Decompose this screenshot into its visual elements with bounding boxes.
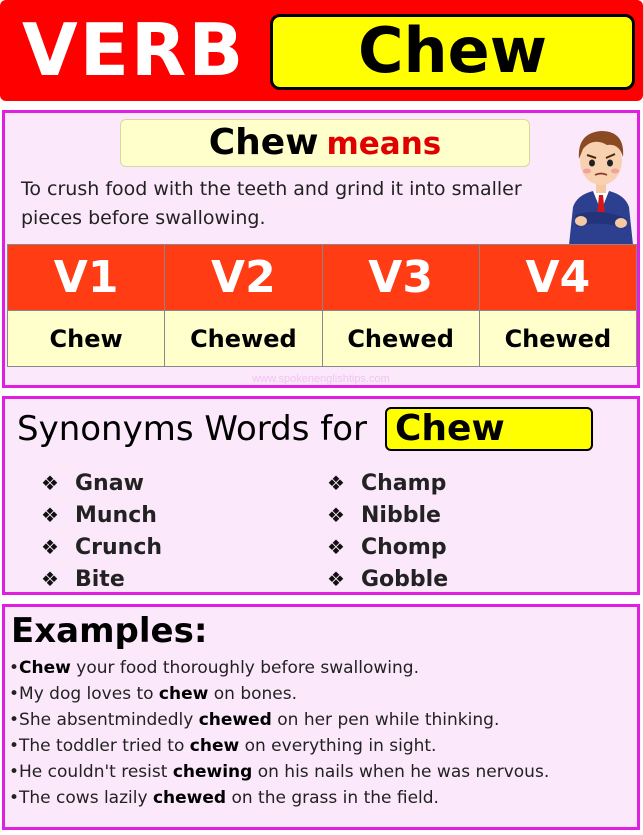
list-item: ❖ Gnaw bbox=[41, 467, 162, 499]
diamond-bullet-icon: ❖ bbox=[41, 567, 59, 591]
synonyms-word: Chew bbox=[385, 407, 593, 451]
synonyms-list-left bbox=[41, 467, 162, 595]
definition-text: To crush food with the teeth and grind it into smaller pieces before swallowing. bbox=[21, 178, 522, 229]
form-value-v4: Chewed bbox=[479, 311, 636, 367]
example-item: •She absentmindedly chewed on her pen while thinking. bbox=[9, 710, 500, 730]
meaning-section bbox=[2, 110, 640, 388]
example-item: •Chew your food thoroughly before swallowing. bbox=[9, 658, 419, 678]
means-word: Chew bbox=[208, 122, 319, 163]
header-banner bbox=[0, 0, 643, 101]
diamond-bullet-icon: ❖ bbox=[327, 471, 345, 495]
diamond-bullet-icon: ❖ bbox=[41, 503, 59, 527]
verb-forms-table bbox=[7, 244, 637, 367]
examples-section bbox=[2, 604, 640, 830]
diamond-bullet-icon: ❖ bbox=[327, 567, 345, 591]
list-item: ❖ Champ bbox=[327, 467, 448, 499]
diamond-bullet-icon: ❖ bbox=[41, 535, 59, 559]
means-suffix: means bbox=[326, 126, 442, 162]
example-item: •He couldn't resist chewing on his nails when he was nervous. bbox=[9, 762, 550, 782]
example-item: •My dog loves to chew on bones. bbox=[9, 684, 298, 704]
means-box bbox=[120, 119, 530, 167]
header-word: Chew bbox=[358, 14, 547, 87]
form-value-v2: Chewed bbox=[165, 311, 322, 367]
examples-list bbox=[9, 655, 549, 811]
word-box bbox=[270, 14, 635, 90]
form-value-v3: Chewed bbox=[322, 311, 479, 367]
verb-label: VERB bbox=[22, 8, 246, 92]
form-header-v4: V4 bbox=[479, 245, 636, 311]
list-item: ❖ Chomp bbox=[327, 531, 448, 563]
example-item: •The toddler tried to chew on everything in sight. bbox=[9, 736, 437, 756]
form-header-v1: V1 bbox=[8, 245, 165, 311]
diamond-bullet-icon: ❖ bbox=[41, 471, 59, 495]
examples-title: Examples: bbox=[11, 611, 208, 651]
synonyms-list-right bbox=[327, 467, 448, 595]
list-item: ❖ Crunch bbox=[41, 531, 162, 563]
synonyms-title: Synonyms Words for bbox=[17, 409, 368, 449]
synonyms-section bbox=[2, 396, 640, 595]
watermark: www.spokenenglishtips.com bbox=[252, 373, 390, 385]
form-header-v3: V3 bbox=[322, 245, 479, 311]
diamond-bullet-icon: ❖ bbox=[327, 503, 345, 527]
form-header-v2: V2 bbox=[165, 245, 322, 311]
list-item: ❖ Nibble bbox=[327, 499, 448, 531]
diamond-bullet-icon: ❖ bbox=[327, 535, 345, 559]
list-item: ❖ Munch bbox=[41, 499, 162, 531]
list-item: ❖ Bite bbox=[41, 563, 162, 595]
list-item: ❖ Gobble bbox=[327, 563, 448, 595]
example-item: •The cows lazily chewed on the grass in the field. bbox=[9, 788, 439, 808]
form-value-v1: Chew bbox=[8, 311, 165, 367]
confused-businessman-icon bbox=[563, 115, 639, 245]
